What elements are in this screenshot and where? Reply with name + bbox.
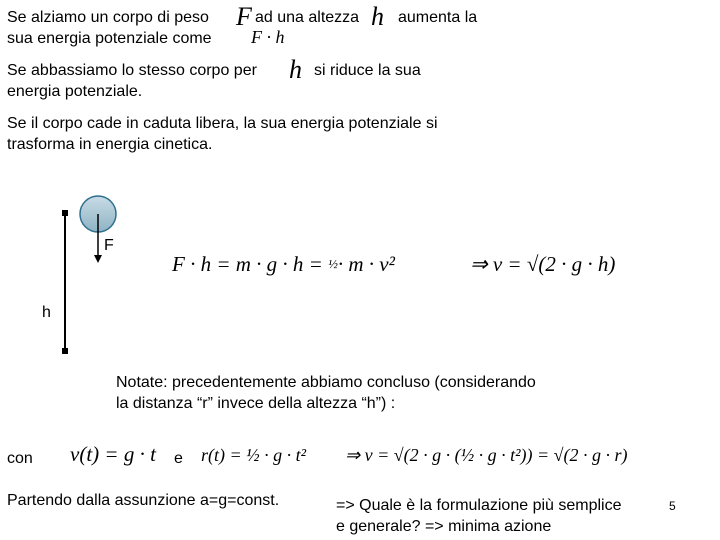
force-symbol: F xyxy=(236,2,252,31)
force-label: F xyxy=(104,237,114,254)
position-time-equation: r(t) = ½ · g · t² xyxy=(201,445,307,465)
lower-text-2: si riduce la sua xyxy=(314,62,421,79)
energy-equation-lhs: F · h = m · g · h = xyxy=(172,252,329,276)
velocity-position-result: ⇒ v = √(2 · g · (½ · g · t²)) = √(2 · g · r) xyxy=(345,445,628,465)
freefall-text-2: trasforma in energia cinetica. xyxy=(7,136,213,153)
height-label: h xyxy=(42,304,51,321)
note-text-2: la distanza “r” invece della altezza “h”) : xyxy=(116,395,396,412)
force-arrow-head xyxy=(94,255,102,263)
note-text-1: Notate: precedentemente abbiamo concluso (considerando xyxy=(116,374,536,391)
intro-text-3: aumenta la xyxy=(398,9,478,26)
lower-text-3: energia potenziale. xyxy=(7,83,143,100)
height-bar-bottom-cap xyxy=(62,348,68,354)
intro-text-1: Se alziamo un corpo di peso xyxy=(7,9,209,26)
freefall-text-1: Se il corpo cade in caduta libera, la sua energia potenziale si xyxy=(7,115,438,132)
height-bar-top-cap xyxy=(62,210,68,216)
and-label: e xyxy=(174,450,183,467)
energy-equation-rhs: · m · v² xyxy=(337,252,395,276)
con-label: con xyxy=(7,450,33,467)
page-number: 5 xyxy=(669,499,676,513)
assumption-text: Partendo dalla assunzione a=g=const. xyxy=(7,492,280,509)
energy-equation-fraction: ½ xyxy=(328,256,338,271)
potential-energy-formula: F · h xyxy=(251,27,285,47)
intro-text-2: ad una altezza xyxy=(255,9,360,26)
velocity-time-equation: v(t) = g · t xyxy=(70,442,156,466)
lower-text-1: Se abbassiamo lo stesso corpo per xyxy=(7,62,257,79)
intro-text-4: sua energia potenziale come xyxy=(7,30,212,47)
height-symbol: h xyxy=(371,2,384,31)
velocity-result: ⇒ v = √(2 · g · h) xyxy=(470,252,616,276)
height-symbol-2: h xyxy=(289,55,302,84)
question-text-2: e generale? => minima azione xyxy=(336,518,552,535)
energy-equation xyxy=(172,252,395,277)
question-text-1: => Quale è la formulazione più semplice xyxy=(336,497,622,514)
